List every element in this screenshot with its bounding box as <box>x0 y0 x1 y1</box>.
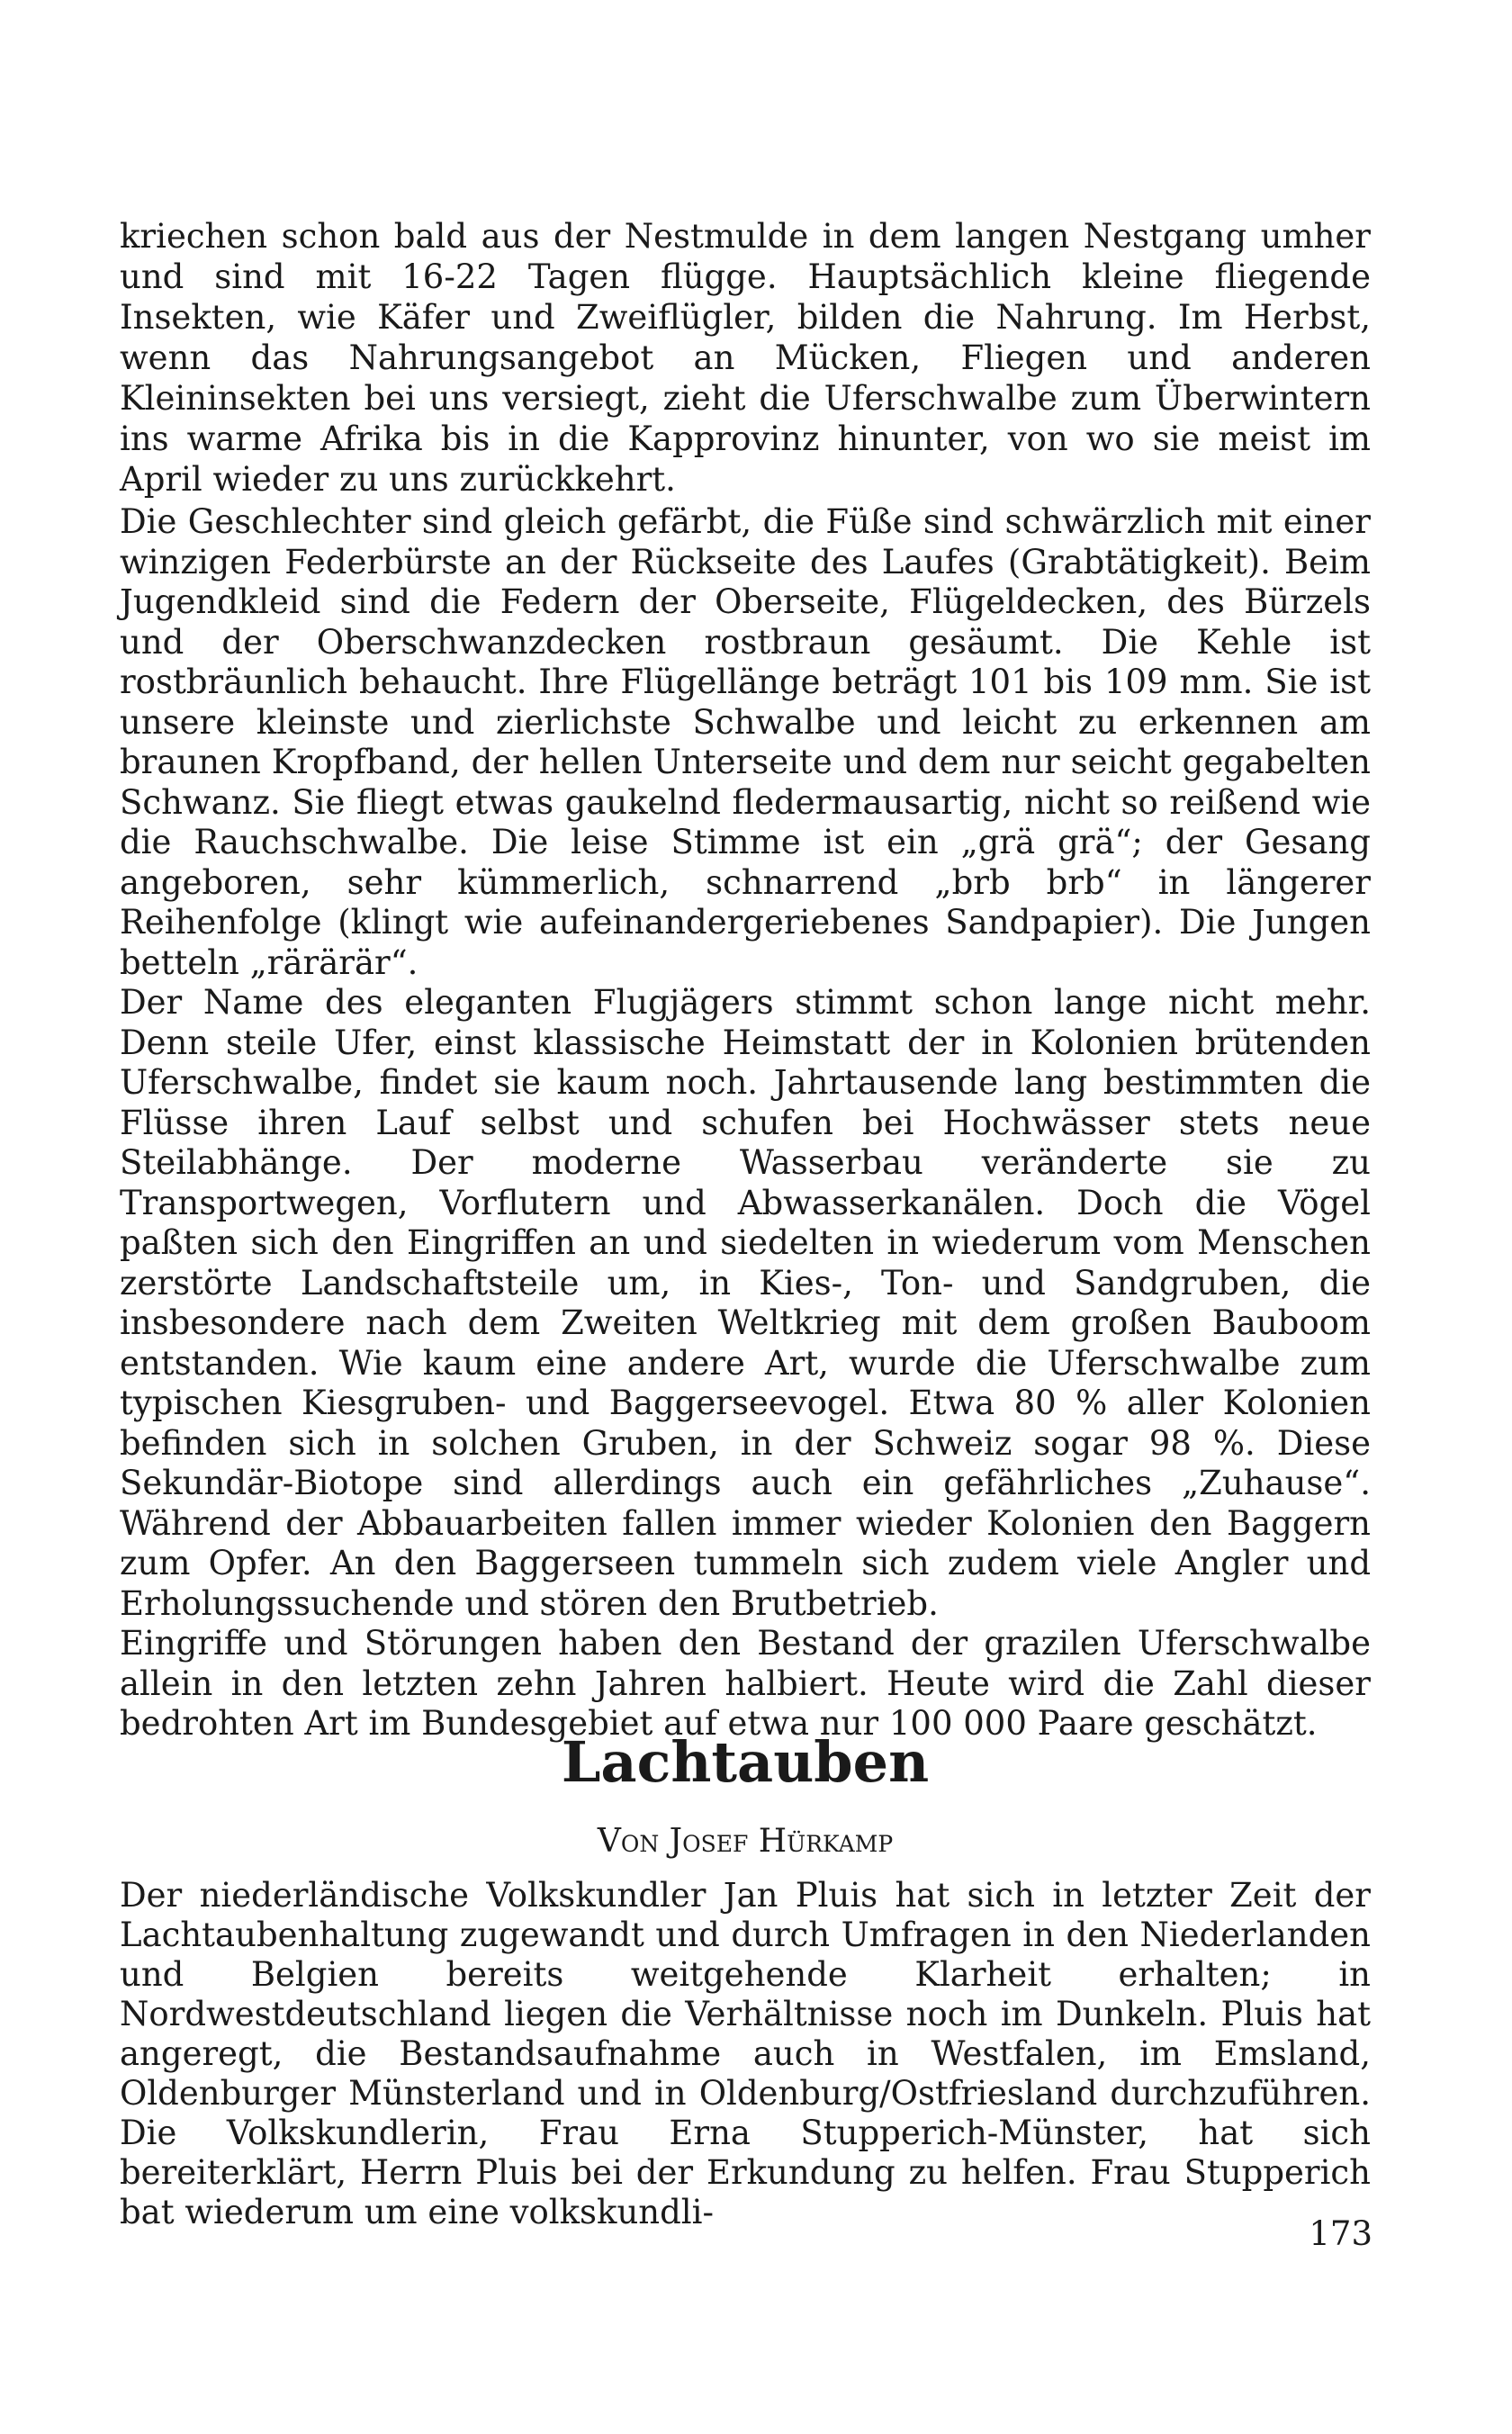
paragraph: kriechen schon bald aus der Nestmulde in dem langen Nestgang umher und sind mit 16-22 Tagen flügge. Hauptsächlich kleine fliegende Insekten, wie Käfer und Zweiflügler, bilden die Nahrung. Im Herbst, wenn das Nahrungsangebot an Mücken, Fliegen und anderen Kleininsekten bei uns versiegt, zieht die Uferschwalbe zum Überwintern ins warme Afrika bis in die Kapprovinz hinunter, von wo sie meist im April wieder zu uns zurückkehrt. <box>120 217 1371 499</box>
paragraph: Der Name des eleganten Flugjägers stimmt schon lange nicht mehr. Denn steile Ufer, einst klassische Heimstatt der in Kolonien brütenden Uferschwalbe, findet sie kaum noch. Jahrtausende lang bestimmten die Flüsse ihren Lauf selbst und schufen bei Hochwässer stets neue Steilabhänge. Der moderne Wasserbau veränderte sie zu Transportwegen, Vorflutern und Abwasserkanälen. Doch die Vögel paßten sich den Eingriffen an und siedelten in wiederum vom Menschen zerstörte Landschaftsteile um, in Kies-, Ton- und Sandgruben, die insbesondere nach dem Zweiten Weltkrieg mit dem großen Bauboom entstanden. Wie kaum eine andere Art, wurde die Uferschwalbe zum typischen Kiesgruben- und Baggerseevogel. Etwa 80 % aller Kolonien befinden sich in solchen Gruben, in der Schweiz sogar 98 %. Diese Sekundär-Biotope sind allerdings auch ein gefährliches „Zuhause“. Während der Abbauarbeiten fallen immer wieder Kolonien den Baggern zum Opfer. An den Baggerseen tummeln sich zudem viele Angler und Erholungssuchende und stören den Brutbetrieb. <box>120 983 1371 1623</box>
paragraph: Eingriffe und Störungen haben den Bestand der grazilen Uferschwalbe allein in den letzten zehn Jahren halbiert. Heute wird die Zahl dieser bedrohten Art im Bundesgebiet auf etwa nur 100 000 Paare geschätzt. <box>120 1624 1371 1743</box>
page-number: 173 <box>1309 2214 1372 2253</box>
article-1-body-block <box>120 502 1371 1744</box>
article-title: Lachtauben <box>561 1729 930 1795</box>
paragraph: Der niederländische Volkskundler Jan Pluis hat sich in letzter Zeit der Lachtaubenhaltung zugewandt und durch Umfragen in den Niederlanden und Belgien bereits weitgehende Klarheit erhalten; in Nordwestdeutschland liegen die Verhältnisse noch im Dunkeln. Pluis hat angeregt, die Bestandsaufnahme auch in Westfalen, im Emsland, Oldenburger Münsterland und in Oldenburg/Ostfriesland durchzuführen. Die Volkskundlerin, Frau Erna Stupperich-Münster, hat sich bereiterklärt, Herrn Pluis bei der Erkundung zu helfen. Frau Stupperich bat wiederum um eine volkskundli- <box>120 1876 1371 2231</box>
article-1-intro-block <box>120 216 1371 500</box>
paragraph: Die Geschlechter sind gleich gefärbt, die Füße sind schwärzlich mit einer winzigen Federbürste an der Rückseite des Laufes (Grabtätigkeit). Beim Jugendkleid sind die Federn der Oberseite, Flügeldecken, des Bürzels und der Oberschwanzdecken rostbraun gesäumt. Die Kehle ist rostbräunlich behaucht. Ihre Flügellänge beträgt 101 bis 109 mm. Sie ist unsere kleinste und zierlichste Schwalbe und leicht zu erkennen am braunen Kropfband, der hellen Unterseite und dem nur seicht gegabelten Schwanz. Sie fliegt etwas gaukelnd fledermausartig, nicht so reißend wie die Rauchschwalbe. Die leise Stimme ist ein „grä grä“; der Gesang angeboren, sehr kümmerlich, schnarrend „brb brb“ in längerer Reihenfolge (klingt wie aufeinandergeriebenes Sandpapier). Die Jungen betteln „rärärär“. <box>120 502 1371 982</box>
article-2-body-block <box>120 1876 1371 2232</box>
article-byline: Von Josef Hürkamp <box>597 1823 894 1860</box>
